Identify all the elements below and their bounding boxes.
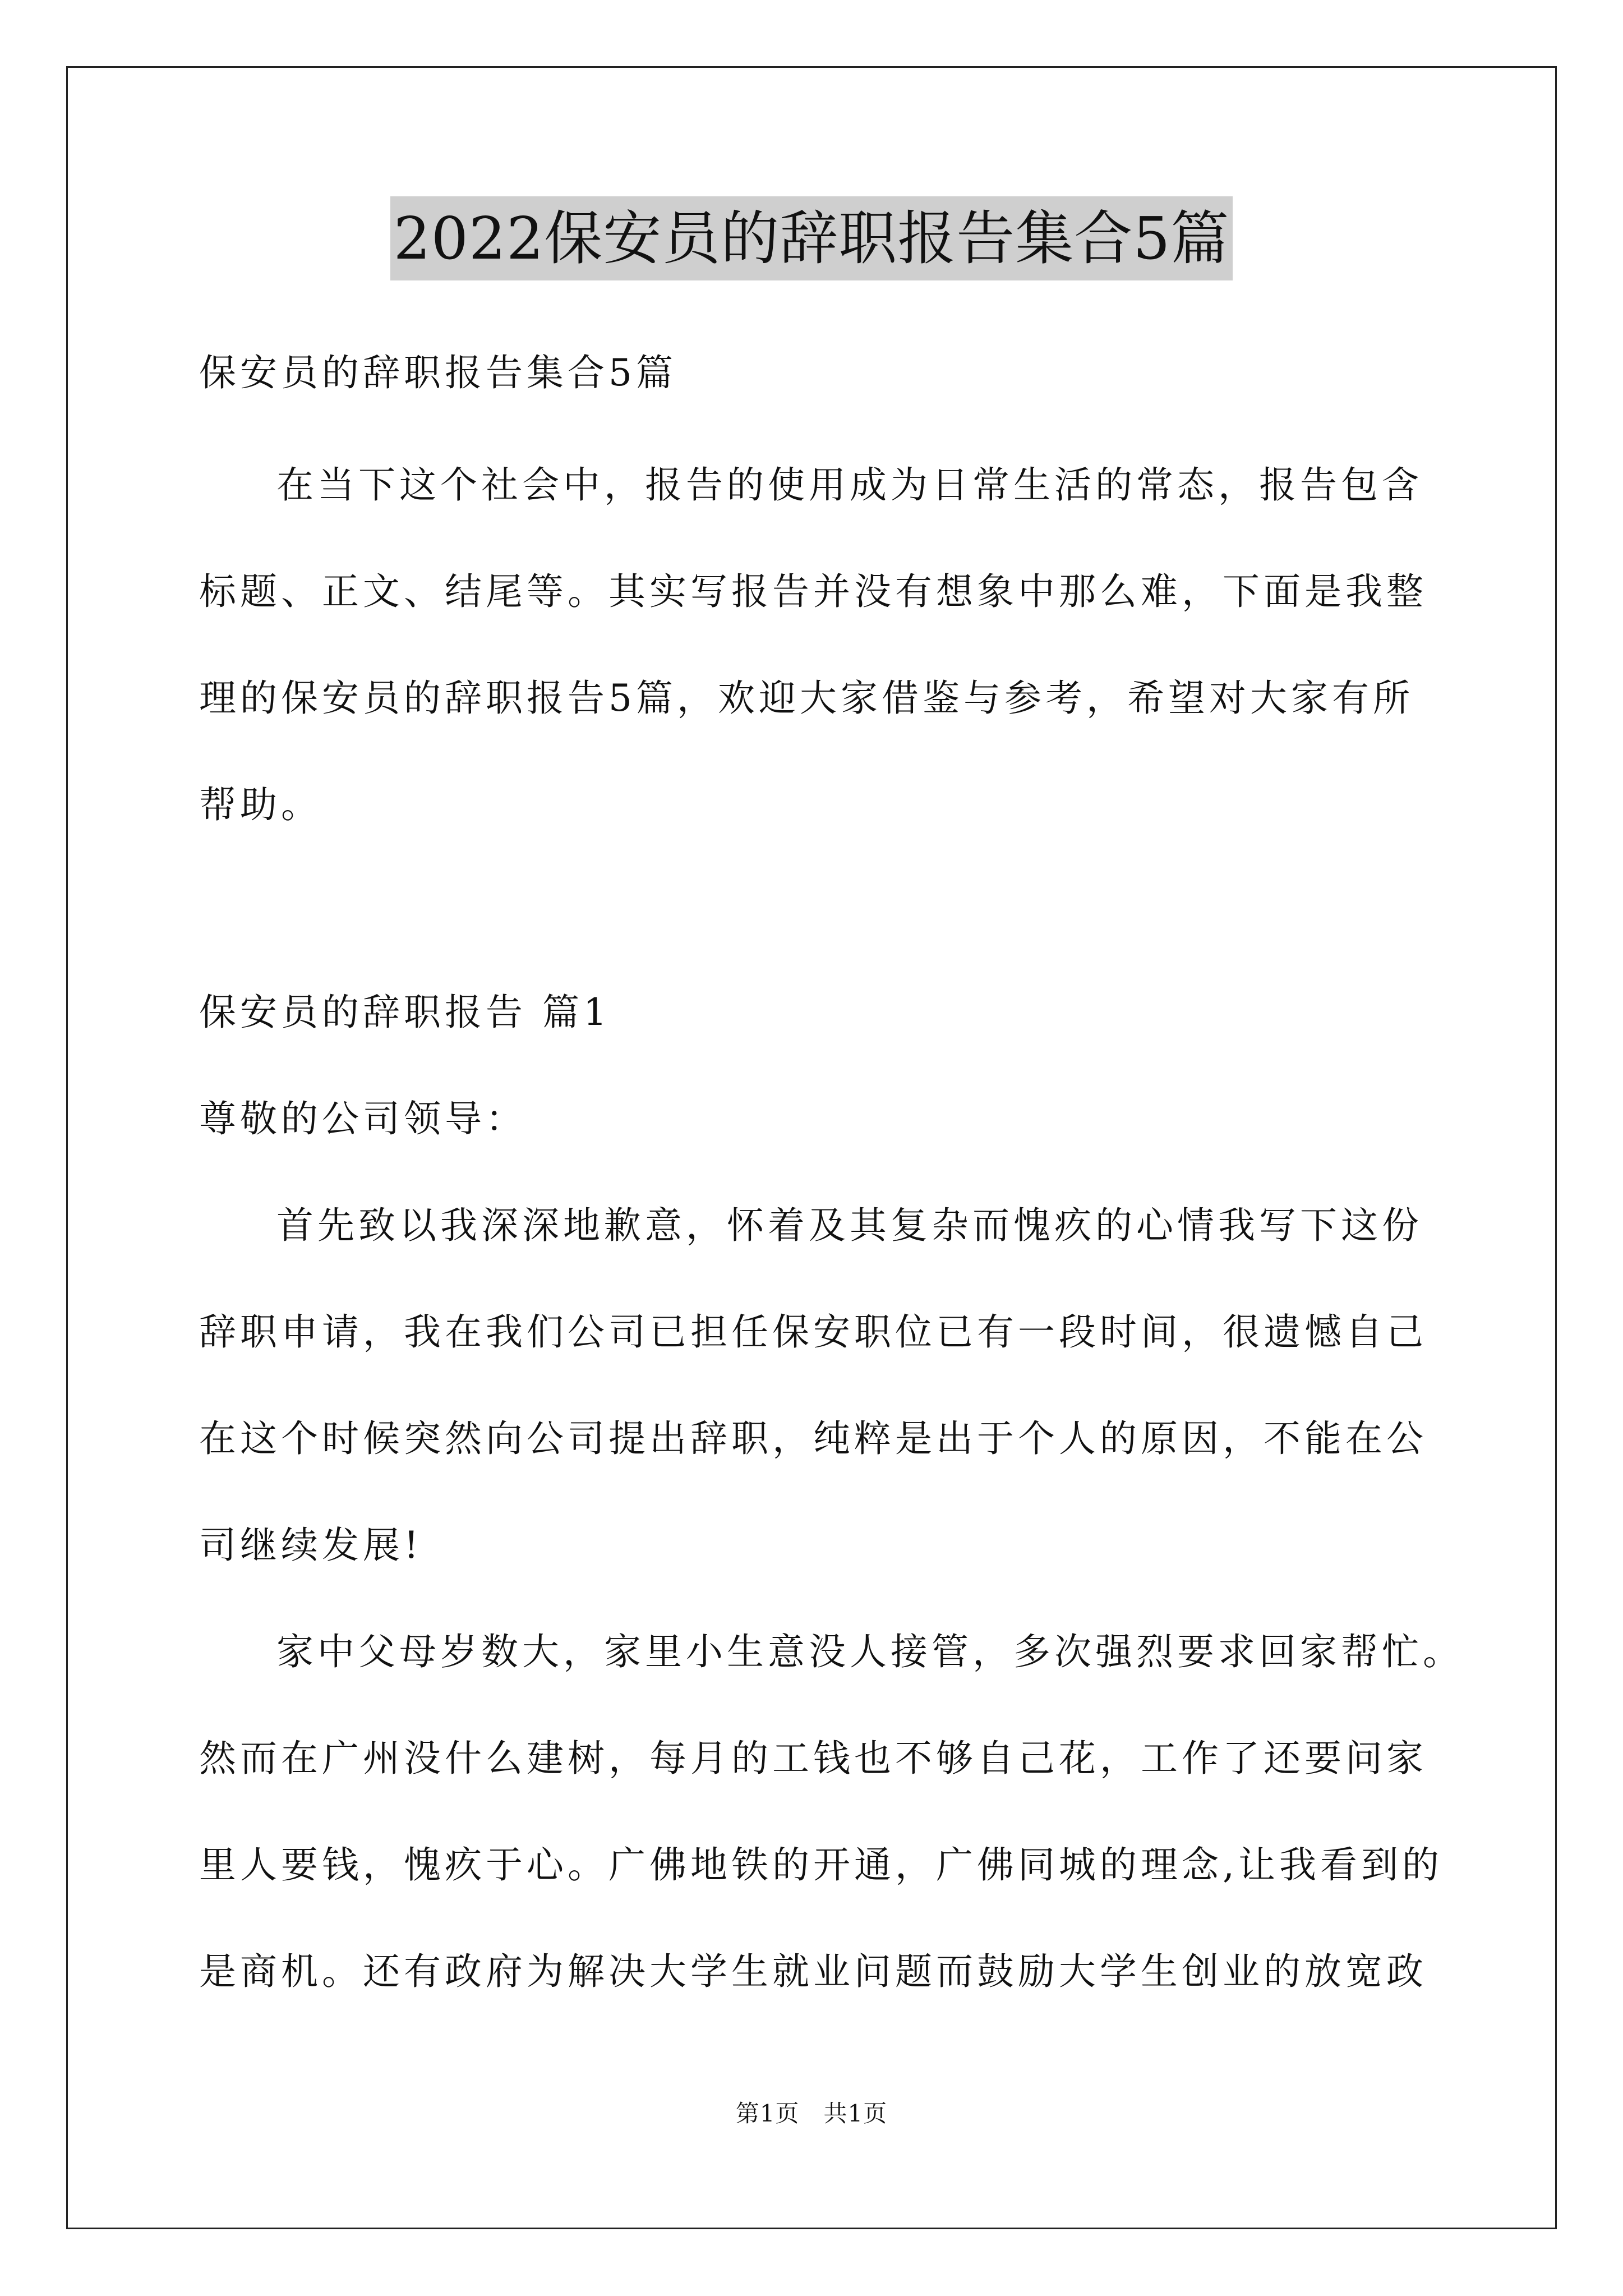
para1-line-2: 辞职申请，我在我们公司已担任保安职位已有一段时间，很遗憾自己 [199, 1310, 1427, 1354]
para2-line-1: 家中父母岁数大，家里小生意没人接管，多次强烈要求回家帮忙。 [276, 1630, 1464, 1673]
page-footer: 第1页 共1页 [735, 2100, 888, 2127]
intro-line-4: 帮助。 [199, 783, 322, 826]
para1-line-3: 在这个时候突然向公司提出辞职，纯粹是出于个人的原因，不能在公 [199, 1417, 1427, 1460]
para1-line-1: 首先致以我深深地歉意，怀着及其复杂而愧疚的心情我写下这份 [276, 1204, 1423, 1247]
document-title: 2022保安员的辞职报告集合5篇 [390, 196, 1233, 280]
intro-line-2: 标题、正文、结尾等。其实写报告并没有想象中那么难，下面是我整 [199, 570, 1427, 613]
section-heading: 保安员的辞职报告 篇1 [199, 991, 611, 1034]
para2-line-4: 是商机。还有政府为解决大学生就业问题而鼓励大学生创业的放宽政 [199, 1950, 1427, 1993]
intro-line-1: 在当下这个社会中，报告的使用成为日常生活的常态，报告包含 [276, 463, 1423, 507]
para2-line-2: 然而在广州没什么建树，每月的工钱也不够自己花，工作了还要问家 [199, 1737, 1427, 1780]
title-block [0, 196, 1623, 280]
subtitle: 保安员的辞职报告集合5篇 [199, 351, 677, 394]
salutation: 尊敬的公司领导： [199, 1097, 527, 1140]
para2-line-3: 里人要钱，愧疚于心。广佛地铁的开通，广佛同城的理念,让我看到的 [199, 1843, 1443, 1887]
para1-line-4: 司继续发展! [199, 1524, 423, 1567]
intro-line-3: 理的保安员的辞职报告5篇，欢迎大家借鉴与参考，希望对大家有所 [199, 677, 1414, 720]
